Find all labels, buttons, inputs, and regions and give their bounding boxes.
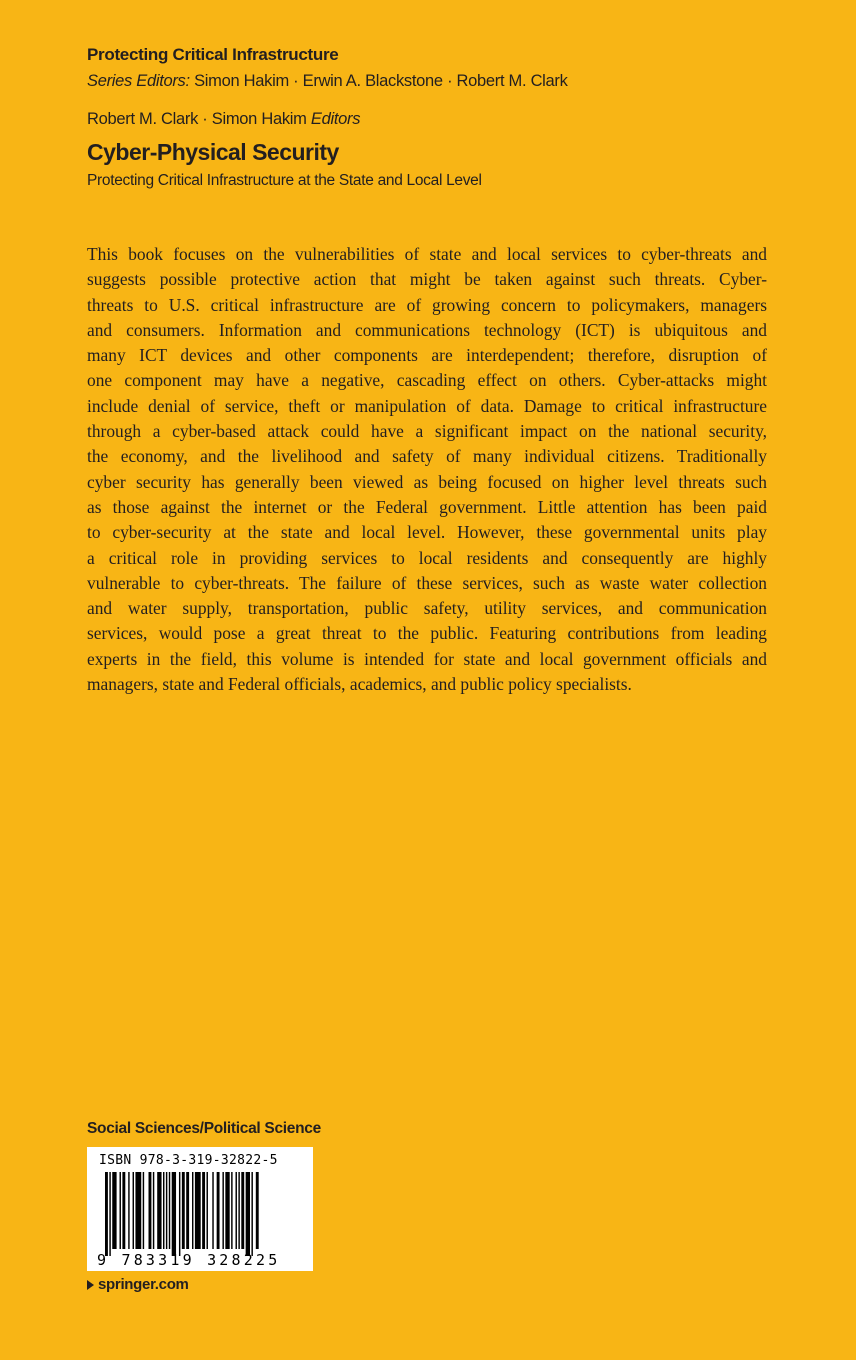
- blurb: [87, 242, 767, 697]
- blurb-line: managers, state and Federal officials, academics, and public policy specialists.: [87, 674, 632, 695]
- blurb-line: one component may have a negative, cascading effect on others. Cyber-attacks might: [87, 370, 767, 391]
- barcode-bar: [135, 1172, 141, 1249]
- blurb-line: and water supply, transportation, public safety, utility services, and communication: [87, 598, 767, 619]
- barcode-bar: [166, 1172, 167, 1249]
- blurb-line: This book focuses on the vulnerabilities of state and local services to cyber-threats and: [87, 244, 767, 264]
- barcode-bar: [172, 1172, 176, 1256]
- barcode-bar: [207, 1172, 208, 1249]
- isbn-label: ISBN 978-3-319-32822-5: [99, 1153, 278, 1168]
- barcode-bar: [122, 1172, 125, 1249]
- barcode-bar: [246, 1172, 250, 1256]
- book-editors-role: Editors: [310, 110, 361, 128]
- barcode-bar: [225, 1172, 229, 1249]
- blurb-line: a critical role in providing services to local residents and consequently are highly: [87, 547, 767, 568]
- series-title: Protecting Critical Infrastructure: [87, 45, 339, 64]
- barcode-bar: [202, 1172, 205, 1249]
- barcode-bar: [133, 1172, 134, 1249]
- barcode-bar: [153, 1172, 154, 1249]
- barcode-bar: [212, 1172, 213, 1249]
- barcode-bar: [120, 1172, 121, 1249]
- barcode-digits: 9 783319 328225: [97, 1251, 281, 1269]
- blurb-line: vulnerable to cyber-threats. The failure of these services, such as waste water collection: [87, 572, 767, 593]
- barcode-bar: [186, 1172, 189, 1249]
- springer-link[interactable]: [87, 1276, 189, 1293]
- series-editors: [87, 72, 568, 91]
- barcode-bar: [112, 1172, 116, 1249]
- blurb-line: experts in the field, this volume is intended for state and local government officials and: [87, 648, 767, 669]
- blurb-line: to cyber-security at the state and local level. However, these governmental units play: [87, 522, 767, 543]
- subject-category: Social Sciences/Political Science: [87, 1120, 321, 1137]
- barcode-bar: [143, 1172, 144, 1249]
- blurb-line: include denial of service, theft or manipulation of data. Damage to critical infrastructure: [87, 395, 767, 416]
- book-editors-names: Robert M. Clark · Simon Hakim: [87, 110, 307, 128]
- barcode-bar: [128, 1172, 129, 1249]
- barcode-bar: [231, 1172, 232, 1249]
- barcode-box: [87, 1147, 313, 1271]
- book-subtitle: Protecting Critical Infrastructure at the State and Local Level: [87, 172, 482, 189]
- blurb-line: suggests possible protective action that might be taken against such threats. Cyber-: [87, 269, 767, 290]
- series-editors-label: Series Editors:: [87, 72, 190, 90]
- barcode-bar: [163, 1172, 164, 1249]
- barcode-bar: [251, 1172, 252, 1256]
- arrow-right-icon: [87, 1280, 94, 1290]
- barcode-bar: [182, 1172, 185, 1249]
- barcode-bar: [157, 1172, 161, 1249]
- blurb-line: cyber security has generally been viewed as being focused on higher level threats such: [87, 471, 767, 492]
- barcode-bar: [179, 1172, 180, 1256]
- book-title: Cyber-Physical Security: [87, 139, 339, 165]
- blurb-line: many ICT devices and other components are interdependent; therefore, disruption of: [87, 345, 767, 366]
- blurb-line: through a cyber-based attack could have a significant impact on the national security,: [87, 421, 767, 442]
- barcode-bar: [169, 1172, 170, 1249]
- barcode-bar: [236, 1172, 237, 1249]
- blurb-line: the economy, and the livelihood and safety of many individual citizens. Traditionally: [87, 446, 767, 467]
- barcode-bar: [217, 1172, 220, 1249]
- blurb-line: and consumers. Information and communications technology (ICT) is ubiquitous and: [87, 319, 767, 340]
- blurb-line: as those against the internet or the Federal government. Little attention has been paid: [87, 496, 767, 517]
- barcode-bar: [195, 1172, 201, 1249]
- barcode-bar: [149, 1172, 152, 1249]
- blurb-line: threats to U.S. critical infrastructure are of growing concern to policymakers, managers: [87, 294, 767, 315]
- barcode-bar: [109, 1172, 110, 1256]
- barcode-bar: [105, 1172, 108, 1256]
- barcode-bar: [192, 1172, 193, 1249]
- blurb-line: services, would pose a great threat to the public. Featuring contributions from leading: [87, 623, 767, 644]
- barcode-bar: [256, 1172, 259, 1249]
- barcode-bar: [238, 1172, 239, 1249]
- barcode-bar: [222, 1172, 223, 1249]
- barcode-bar: [241, 1172, 244, 1249]
- book-editors: [87, 110, 360, 129]
- series-editors-names: Simon Hakim · Erwin A. Blackstone · Robert M. Clark: [194, 72, 568, 90]
- springer-link-text: springer.com: [98, 1276, 189, 1293]
